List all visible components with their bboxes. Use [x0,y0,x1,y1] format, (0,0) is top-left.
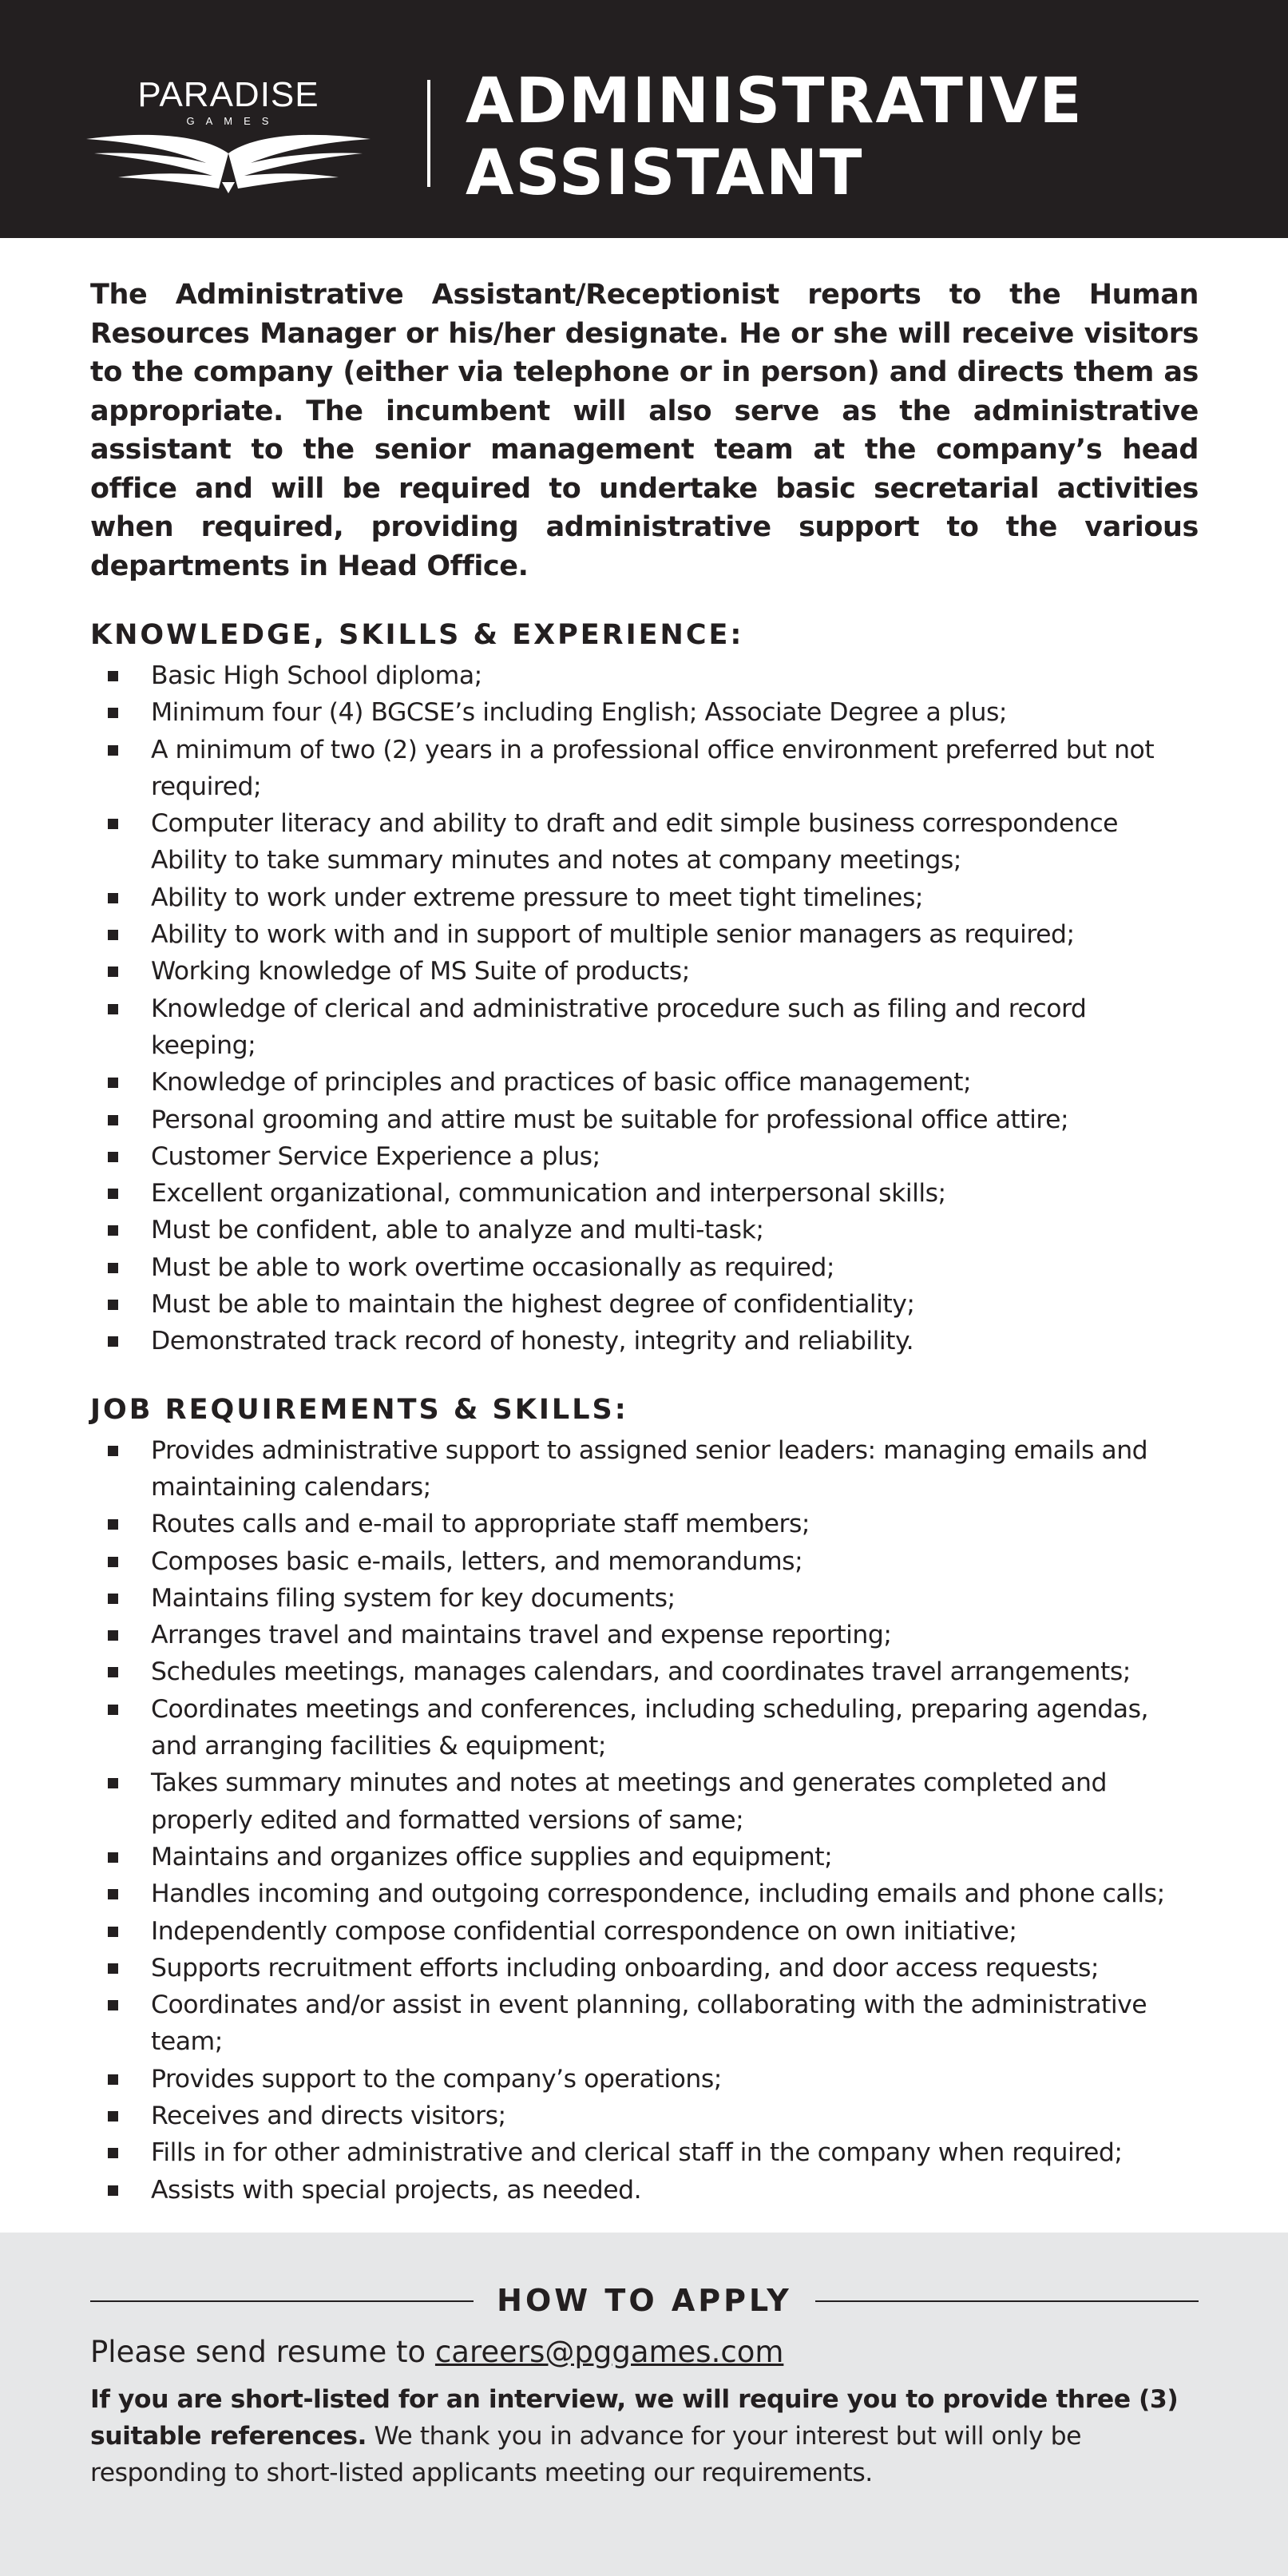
list-item-text: Arranges travel and maintains travel and expense reporting; [151,1621,892,1650]
list-item [90,916,1199,953]
list-item-text: Fills in for other administrative and clerical staff in the company when required; [151,2138,1123,2168]
requirements-heading: JOB REQUIREMENTS & SKILLS: [90,1393,628,1426]
list-item-text: Handles incoming and outgoing correspondence, including emails and phone calls; [151,1879,1165,1909]
square-bullet-icon [108,1519,118,1530]
list-item [90,2134,1199,2171]
square-bullet-icon [108,930,118,940]
list-item [90,1175,1199,1212]
list-item-text: Demonstrated track record of honesty, integrity and reliability. [151,1327,914,1356]
job-title-line-2: ASSISTANT [466,137,864,209]
list-item [90,1580,1199,1617]
intro-paragraph: The Administrative Assistant/Receptionist reports to the Human Resources Manager or his/her designate. He or she will receive visitors to the company (either via telephone or in person) and directs them as appropriate. The incumbent will also serve as the administrative assistant to the senior management team at the company’s head office and will be required to undertake basic secretarial activities when required, providing administrative support to the various departments in Head Office. [90,279,1199,582]
list-item [90,657,1199,694]
apply-heading: HOW TO APPLY [497,2283,792,2318]
list-item-text: Independently compose confidential correspondence on own initiative; [151,1916,1017,1946]
list-item-text: Routes calls and e-mail to appropriate staff members; [151,1510,810,1539]
square-bullet-icon [108,1189,118,1199]
square-bullet-icon [108,1667,118,1677]
list-item-text: Minimum four (4) BGCSE’s including English; Associate Degree a plus; [151,698,1008,728]
list-item-text: Knowledge of principles and practices of basic office management; [151,1068,972,1097]
logo-subtitle: GAMES [186,115,280,127]
paradise-games-logo [86,73,371,193]
list-item-text: Must be able to work overtime occasionally as required; [151,1252,834,1282]
job-title [466,65,1184,209]
square-bullet-icon [108,1115,118,1125]
divider-line-left [90,2300,474,2302]
list-item [90,2061,1199,2098]
list-item-text: Personal grooming and attire must be suitable for professional office attire; [151,1105,1069,1134]
square-bullet-icon [108,1889,118,1899]
square-bullet-icon [108,819,118,829]
list-item-text: Ability to work with and in support of multiple senior managers as required; [151,920,1075,950]
square-bullet-icon [108,1263,118,1273]
square-bullet-icon [108,1778,118,1788]
square-bullet-icon [108,1927,118,1937]
list-item [90,1506,1199,1542]
list-item [90,2098,1199,2134]
list-item-text: Working knowledge of MS Suite of products; [151,957,690,986]
list-item [90,1138,1199,1175]
square-bullet-icon [108,1336,118,1347]
apply-heading-row [90,2280,1199,2320]
list-item [90,732,1199,806]
list-item [90,1064,1199,1101]
list-item-text: Takes summary minutes and notes at meetings and generates completed and properly edited and formatted versions of same; [151,1768,1107,1835]
square-bullet-icon [108,1078,118,1088]
square-bullet-icon [108,893,118,903]
list-item-text: Schedules meetings, manages calendars, and coordinates travel arrangements; [151,1657,1131,1687]
square-bullet-icon [108,1004,118,1014]
square-bullet-icon [108,2074,118,2085]
list-item-text: Receives and directs visitors; [151,2101,506,2130]
list-item-text: Provides support to the company’s operations; [151,2064,722,2094]
list-item [90,1875,1199,1912]
list-item [90,1249,1199,1286]
square-bullet-icon [108,1630,118,1641]
list-item-text: Must be able to maintain the highest degree of confidentiality; [151,1290,915,1320]
list-item [90,1653,1199,1690]
job-description [90,276,1199,2209]
list-item [90,1987,1199,2061]
list-item-text: Maintains and organizes office supplies and equipment; [151,1842,833,1871]
list-item [90,1913,1199,1950]
header-banner [0,0,1288,238]
list-item [90,1286,1199,1323]
list-item-text: Provides administrative support to assigned senior leaders: managing emails and maintaining calendars; [151,1435,1148,1502]
list-item [90,694,1199,731]
square-bullet-icon [108,1852,118,1863]
list-item [90,1323,1199,1359]
list-item-text: Ability to work under extreme pressure to meet tight timelines; [151,883,923,912]
square-bullet-icon [108,1300,118,1310]
square-bullet-icon [108,2111,118,2122]
list-item [90,953,1199,990]
list-item [90,990,1199,1065]
square-bullet-icon [108,1446,118,1456]
square-bullet-icon [108,671,118,681]
square-bullet-icon [108,745,118,756]
list-item [90,879,1199,916]
list-item-text: Customer Service Experience a plus; [151,1141,600,1171]
list-item-text: Computer literacy and ability to draft and edit simple business correspondence Ability to take summary minutes and notes at company meetings; [151,809,1119,875]
knowledge-heading: KNOWLEDGE, SKILLS & EXPERIENCE: [90,619,744,651]
list-item [90,1617,1199,1653]
list-item [90,1839,1199,1875]
square-bullet-icon [108,2185,118,2196]
square-bullet-icon [108,1705,118,1715]
divider-line-right [815,2300,1199,2302]
list-item-text: Must be confident, able to analyze and multi-task; [151,1216,764,1245]
list-item-text: Assists with special projects, as needed. [151,2175,642,2205]
list-item-text: Supports recruitment efforts including onboarding, and door access requests; [151,1953,1099,1983]
list-item-text: Maintains filing system for key documents; [151,1583,676,1613]
list-item-text: Basic High School diploma; [151,661,482,690]
header-divider [427,80,430,187]
square-bullet-icon [108,966,118,977]
how-to-apply-section [0,2233,1288,2576]
list-item [90,805,1199,879]
list-item-text: Excellent organizational, communication and interpersonal skills; [151,1179,946,1209]
square-bullet-icon [108,2000,118,2010]
logo-wordmark: PARADISE [137,75,319,114]
send-resume-text: Please send resume to [90,2335,435,2369]
list-item [90,1764,1199,1839]
list-item-text: Coordinates meetings and conferences, including scheduling, preparing agendas, and arranging facilities & equipment; [151,1694,1149,1761]
list-item-text: Composes basic e-mails, letters, and memorandums; [151,1546,803,1576]
list-item-text: A minimum of two (2) years in a professional office environment preferred but not required; [151,735,1155,801]
square-bullet-icon [108,2148,118,2158]
references-note [90,2381,1199,2491]
knowledge-list [90,657,1199,1360]
square-bullet-icon [108,1594,118,1604]
square-bullet-icon [108,1963,118,1974]
list-item [90,1691,1199,1765]
list-item [90,1543,1199,1580]
list-item [90,1950,1199,1987]
list-item-text: Knowledge of clerical and administrative procedure such as filing and record keeping; [151,994,1087,1060]
square-bullet-icon [108,1557,118,1567]
square-bullet-icon [108,1152,118,1162]
job-title-line-1: ADMINISTRATIVE [466,65,1084,137]
careers-email-link[interactable]: careers@pggames.com [434,2335,784,2369]
list-item [90,2172,1199,2209]
square-bullet-icon [108,708,118,718]
list-item [90,1212,1199,1248]
list-item [90,1101,1199,1138]
square-bullet-icon [108,1225,118,1236]
send-resume-line [90,2328,1199,2376]
list-item-text: Coordinates and/or assist in event planning, collaborating with the administrative team; [151,1991,1147,2057]
requirements-list [90,1432,1199,2209]
references-note-bold: If you are short-listed for an interview, we will require you to provide three (3) suitable references. [90,2385,1179,2451]
references-note-rest: We thank you in advance for your interest but will only be responding to short-listed applicants meeting our requirements. [90,2422,1081,2487]
list-item [90,1432,1199,1506]
